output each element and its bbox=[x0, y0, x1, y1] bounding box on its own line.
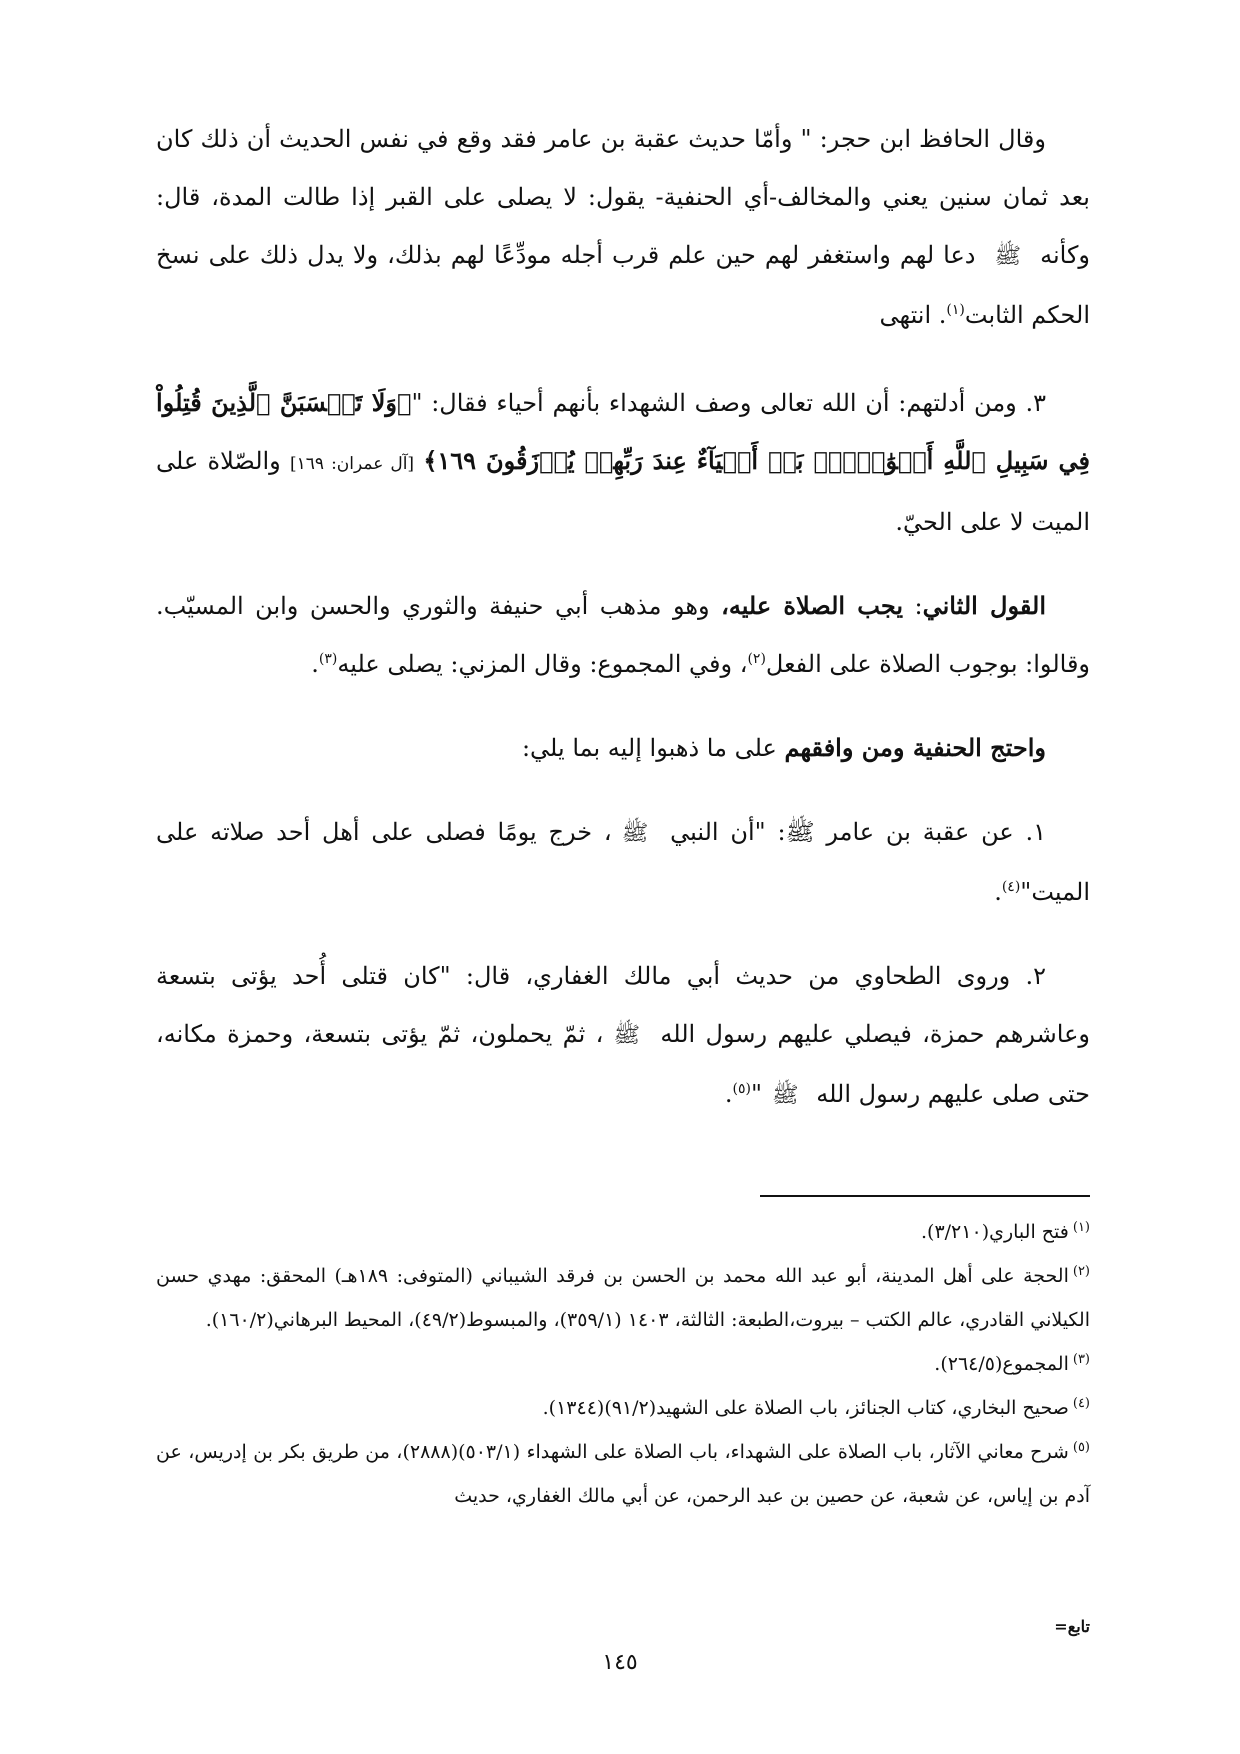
footnote-number: (٣) bbox=[1072, 1351, 1090, 1367]
continued-marker: تابع= bbox=[1054, 1617, 1090, 1636]
footnote-text: صحيح البخاري، كتاب الجنائز، باب الصلاة على الشهيد(٩١/٢)(١٣٤٤). bbox=[542, 1397, 1069, 1419]
salawat-glyph: ﷺ bbox=[621, 821, 649, 846]
footnote-item bbox=[156, 1430, 1090, 1518]
salawat-glyph: ﷺ bbox=[613, 1023, 641, 1048]
section-heading: القول الثاني bbox=[922, 591, 1047, 620]
paragraph-text: . bbox=[994, 878, 1002, 906]
footnote-item bbox=[156, 1254, 1090, 1342]
footnote-ref-4[interactable]: (٤) bbox=[1001, 879, 1021, 895]
paragraph-text: ، خرج يومًا فصلى على أهل أحد صلاته على الميت" bbox=[156, 818, 1090, 906]
footnote-ref-5[interactable]: (٥) bbox=[732, 1081, 751, 1097]
footnote-item bbox=[156, 1210, 1090, 1254]
paragraph-second-opinion bbox=[156, 577, 1090, 693]
paragraph-ibn-hajar-quote bbox=[156, 110, 1090, 344]
footnote-ref-1[interactable]: (١) bbox=[946, 302, 965, 318]
paragraph-evidence-3 bbox=[156, 374, 1090, 551]
paragraph-text: وهو مذهب أبي حنيفة والثوري والحسن وابن المسيّب. وقالوا: بوجوب الصلاة على الفعل bbox=[156, 592, 1090, 678]
footnote-item bbox=[156, 1342, 1090, 1386]
section-heading: يجب الصلاة عليه، bbox=[721, 591, 904, 620]
paragraph-text: ١. عن عقبة بن عامر ﷺ: "أن النبي bbox=[670, 818, 1046, 846]
page-body bbox=[156, 110, 1090, 1125]
section-heading: واحتج الحنفية ومن وافقهم bbox=[784, 733, 1046, 762]
footnote-ref-3[interactable]: (٣) bbox=[318, 651, 338, 667]
footnote-ref-2[interactable]: (٢) bbox=[747, 651, 766, 667]
footnote-number: (٤) bbox=[1072, 1395, 1090, 1411]
footnotes-section bbox=[156, 1210, 1090, 1518]
paragraph-text: على ما ذهبوا إليه بما يلي: bbox=[521, 734, 785, 762]
paragraph-text: " bbox=[750, 1080, 762, 1108]
footnote-text: المجموع(٢٦٤/٥). bbox=[934, 1353, 1069, 1375]
salawat-glyph: ﷺ bbox=[771, 1083, 799, 1108]
paragraph-evidence-1 bbox=[156, 803, 1090, 921]
paragraph-text: . انتهى bbox=[879, 301, 947, 329]
quran-verse: ﴿وَلَا تَحۡسَبَنَّ ٱلَّذِينَ قُتِلُواْ فِي سَبِيلِ ٱللَّهِ أَمۡوَٰتَۢاۚ بَلۡ أَحۡيَآءٌ عِندَ رَبِّهِمۡ يُرۡزَقُونَ ١٦٩﴾ bbox=[156, 388, 1090, 475]
paragraph-text: ، وفي المجموع: وقال المزني: يصلى عليه bbox=[337, 650, 748, 678]
footnote-number: (٥) bbox=[1072, 1439, 1090, 1455]
paragraph-text: ، ثمّ يحملون، ثمّ يؤتى بتسعة، وحمزة مكانه، حتى صلى عليهم رسول الله bbox=[156, 1020, 1090, 1108]
footnote-text: فتح الباري(٣/٢١٠). bbox=[921, 1221, 1069, 1243]
footnote-text: شرح معاني الآثار، باب الصلاة على الشهداء، باب الصلاة على الشهداء (٥٠٣/١)(٢٨٨٨)، من طريق بكر بن إدريس، عن آدم بن إياس، عن شعبة، عن حصين بن عبد الرحمن، عن أبي مالك الغفاري، حديث bbox=[156, 1441, 1090, 1507]
page-number: ١٤٥ bbox=[602, 1650, 638, 1675]
paragraph-text: ٣. ومن أدلتهم: أن الله تعالى وصف الشهداء بأنهم أحياء فقال: " bbox=[411, 389, 1047, 417]
verse-reference: [آل عمران: ١٦٩] bbox=[290, 454, 415, 474]
footnote-text: الحجة على أهل المدينة، أبو عبد الله محمد بن الحسن بن فرقد الشيباني (المتوفى: ١٨٩هـ) المحقق: مهدي حسن الكيلاني القادري، عالم الكتب – بيروت،الطبعة: الثالثة، ١٤٠٣ (٣٥٩/١)، والمبسوط(٤٩/٢)، المحيط البرهاني(١٦٠/٢). bbox=[156, 1265, 1090, 1331]
paragraph-text: . bbox=[311, 650, 319, 678]
footnote-number: (١) bbox=[1072, 1219, 1090, 1235]
paragraph-text: . bbox=[724, 1080, 733, 1108]
footnote-separator bbox=[760, 1195, 1090, 1197]
paragraph-evidence-2 bbox=[156, 947, 1090, 1125]
paragraph-text: : bbox=[903, 592, 923, 620]
footnote-number: (٢) bbox=[1072, 1263, 1090, 1279]
salawat-glyph: ﷺ bbox=[994, 244, 1022, 269]
paragraph-text: والصّلاة على الميت لا على الحيّ. bbox=[156, 447, 1090, 536]
paragraph-text: دعا لهم واستغفر لهم حين علم قرب أجله مودِّعًا لهم بذلك، ولا يدل ذلك على نسخ الحكم الثابت bbox=[156, 241, 1090, 329]
paragraph-text: ٢. وروى الطحاوي من حديث أبي مالك الغفاري، قال: "كان قتلى أُحد يؤتى بتسعة وعاشرهم حمزة، فيصلي عليهم رسول الله bbox=[156, 962, 1090, 1048]
paragraph-text: وقال الحافظ ابن حجر: " وأمّا حديث عقبة بن عامر فقد وقع في نفس الحديث أن ذلك كان بعد ثمان سنين يعني والمخالف-أي الحنفية- يقول: لا يصلى على القبر إذا طالت المدة، قال: وكأنه bbox=[156, 125, 1090, 269]
paragraph-hanafi-argument bbox=[156, 719, 1090, 777]
footnote-item bbox=[156, 1386, 1090, 1430]
